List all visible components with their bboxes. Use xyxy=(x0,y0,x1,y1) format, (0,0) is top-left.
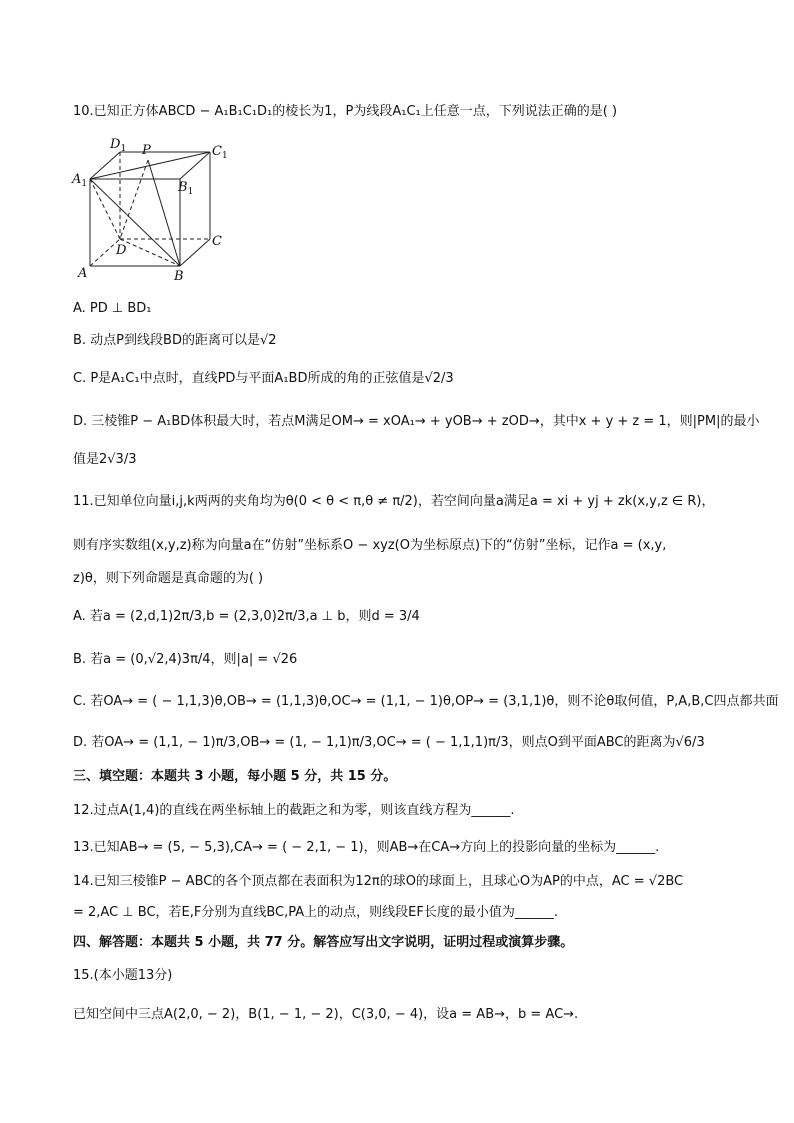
question-10-option-c: C. P是A₁C₁中点时，直线PD与平面A₁BD所成的角的正弦值是√2/3 xyxy=(73,371,454,386)
vertex-label-d: D xyxy=(116,243,127,258)
vertex-label-c: C xyxy=(212,234,222,249)
question-10-option-b: B. 动点P到线段BD的距离可以是√2 xyxy=(73,333,277,348)
vertex-label-c1: $C_1$ xyxy=(212,144,228,161)
vertex-label-a1: $A_1$ xyxy=(72,172,88,189)
vertex-label-b: B xyxy=(174,269,184,284)
question-14-line2: = 2,AC ⊥ BC，若E,F分别为直线BC,PA上的动点，则线段EF长度的最小值为______. xyxy=(73,905,558,920)
cube-diagram xyxy=(70,136,230,286)
question-11-option-b: B. 若a = (0,√2,4)3π/4，则|a| = √26 xyxy=(73,652,298,667)
question-11-stem-line3: z)θ，则下列命题是真命题的为( ) xyxy=(73,571,264,586)
question-10-stem: 10.已知正方体ABCD − A₁B₁C₁D₁的棱长为1，P为线段A₁C₁上任意一点，下列说法正确的是( ) xyxy=(73,104,618,119)
question-15-heading: 15.(本小题13分) xyxy=(73,968,173,983)
question-11-stem-line1: 11.已知单位向量i,j,k两两的夹角均为θ(0 < θ < π,θ ≠ π/2)，若空间向量a满足a = xi + yj + zk(x,y,z ∈ R)， xyxy=(73,494,715,509)
question-14-line1: 14.已知三棱锥P − ABC的各个顶点都在表面积为12π的球O的球面上，且球心O为AP的中点，AC = √2BC xyxy=(73,874,684,889)
question-11-option-c: C. 若OA→ = ( − 1,1,3)θ,OB→ = (1,1,3)θ,OC→ = (1,1, − 1)θ,OP→ = (3,1,1)θ，则不论θ取何值，P,A,B,C四点都共面 xyxy=(73,694,779,709)
vertex-label-p: P xyxy=(142,143,151,158)
section-3-heading: 三、填空题：本题共 3 小题，每小题 5 分，共 15 分。 xyxy=(73,769,397,784)
question-11-option-d: D. 若OA→ = (1,1, − 1)π/3,OB→ = (1, − 1,1)π/3,OC→ = ( − 1,1,1)π/3，则点O到平面ABC的距离为√6/3 xyxy=(73,735,705,750)
question-13: 13.已知AB→ = (5, − 5,3),CA→ = ( − 2,1, − 1)，则AB→在CA→方向上的投影向量的坐标为______. xyxy=(73,840,660,855)
question-11-stem-line2: 则有序实数组(x,y,z)称为向量a在“仿射”坐标系O − xyz(O为坐标原点)下的“仿射”坐标，记作a = (x,y, xyxy=(73,538,667,553)
section-4-heading: 四、解答题：本题共 5 小题，共 77 分。解答应写出文字说明，证明过程或演算步骤。 xyxy=(73,935,574,950)
question-11-option-a: A. 若a = (2,d,1)2π/3,b = (2,3,0)2π/3,a ⊥ b，则d = 3/4 xyxy=(73,609,420,624)
question-15-stem: 已知空间中三点A(2,0, − 2)，B(1, − 1, − 2)，C(3,0, − 4)，设a = AB→，b = AC→. xyxy=(73,1007,579,1022)
question-12: 12.过点A(1,4)的直线在两坐标轴上的截距之和为零，则该直线方程为______. xyxy=(73,803,515,818)
question-10-option-d-line2: 值是2√3/3 xyxy=(73,452,137,467)
question-10-option-a: A. PD ⊥ BD₁ xyxy=(73,301,152,316)
vertex-label-a: A xyxy=(78,266,88,281)
question-10-option-d-line1: D. 三棱锥P − A₁BD体积最大时，若点M满足OM→ = xOA₁→ + yOB→ + zOD→，其中x + y + z = 1，则|PM|的最小 xyxy=(73,414,760,429)
vertex-label-d1: $D_1$ xyxy=(110,137,127,154)
vertex-label-b1: $B_1$ xyxy=(178,180,194,197)
